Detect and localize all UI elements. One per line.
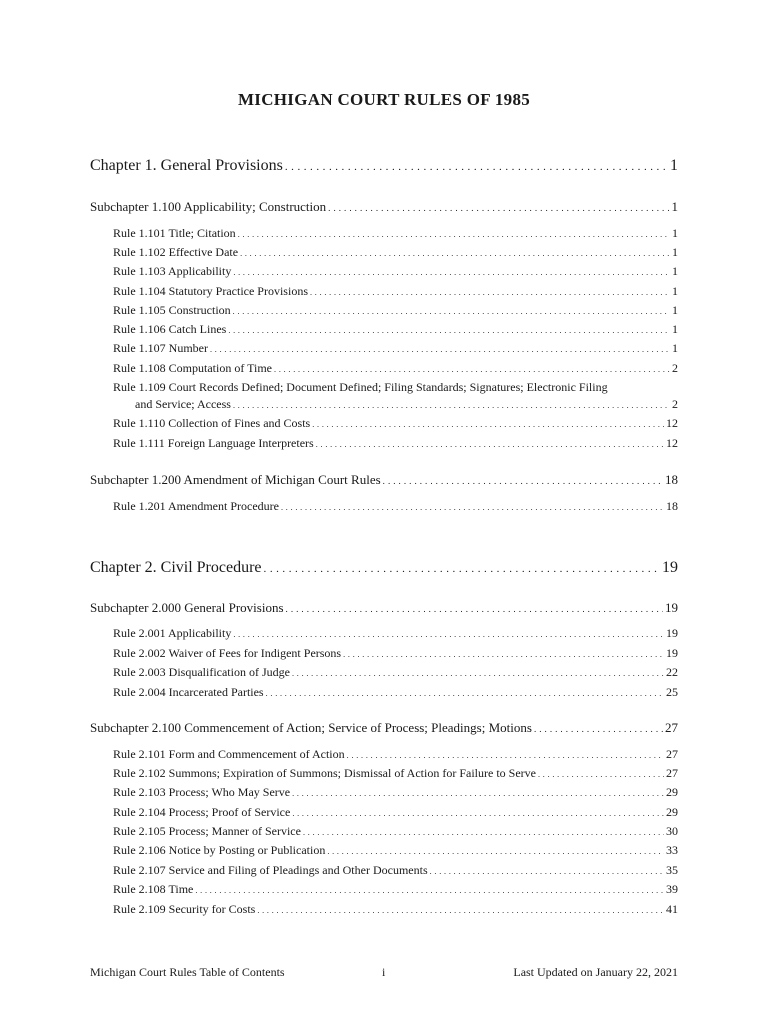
toc-rule[interactable]: [113, 785, 678, 800]
toc-label: Rule 1.106 Catch Lines: [113, 322, 227, 336]
toc-page-number: 29: [666, 785, 678, 799]
toc-page-number: 1: [672, 341, 678, 355]
dot-leader: [240, 249, 670, 258]
toc-rule[interactable]: [113, 361, 678, 376]
toc-rule[interactable]: [113, 436, 678, 451]
toc-label: Rule 1.110 Collection of Fines and Costs: [113, 416, 311, 430]
toc-label: Subchapter 2.100 Commencement of Action; Service of Process; Pleadings; Motions: [90, 720, 532, 735]
toc-page-number: 25: [666, 685, 678, 699]
toc-label: Rule 2.107 Service and Filing of Pleadings and Other Documents: [113, 863, 428, 877]
dot-leader: [343, 650, 664, 659]
toc-page-number: 2: [672, 397, 678, 411]
dot-leader: [264, 563, 660, 575]
dot-leader: [257, 906, 664, 915]
toc-label: Chapter 2. Civil Procedure: [90, 559, 262, 576]
toc-page-number: 1: [670, 157, 678, 174]
toc-label: Rule 1.201 Amendment Procedure: [113, 499, 279, 513]
toc-rule[interactable]: [113, 626, 678, 641]
toc-rule[interactable]: [113, 824, 678, 839]
toc-page-number: 19: [665, 600, 678, 615]
toc-rule[interactable]: [113, 245, 678, 260]
dot-leader: [233, 401, 670, 410]
toc-rule-line1[interactable]: [113, 380, 678, 395]
dot-leader: [310, 288, 670, 297]
toc-rule[interactable]: [113, 284, 678, 299]
toc-rule[interactable]: [113, 863, 678, 878]
toc-rule[interactable]: [113, 665, 678, 680]
toc-page-number: 27: [666, 747, 678, 761]
toc-label: Rule 2.108 Time: [113, 882, 194, 896]
toc-label: Rule 2.101 Form and Commencement of Action: [113, 747, 345, 761]
toc-chapter-1[interactable]: [90, 157, 678, 175]
toc-page-number: 19: [666, 646, 678, 660]
toc-label: Subchapter 1.200 Amendment of Michigan Court Rules: [90, 472, 381, 487]
toc-label: Rule 1.104 Statutory Practice Provisions: [113, 284, 308, 298]
toc-page-number: 22: [666, 665, 678, 679]
dot-leader: [233, 630, 664, 639]
toc-page-number: 2: [672, 361, 678, 375]
toc-label: Rule 2.001 Applicability: [113, 626, 232, 640]
toc-page-number: 1: [672, 245, 678, 259]
toc-label: Rule 1.102 Effective Date: [113, 245, 239, 259]
toc-rule-line2[interactable]: [135, 397, 678, 412]
toc-rule[interactable]: [113, 499, 678, 514]
dot-leader: [312, 420, 664, 429]
dot-leader: [228, 326, 670, 335]
toc-label: Rule 2.103 Process; Who May Serve: [113, 785, 291, 799]
dot-leader: [347, 751, 664, 760]
page-footer: [90, 965, 678, 980]
toc-label: Rule 2.003 Disqualification of Judge: [113, 665, 290, 679]
footer-left-text: Michigan Court Rules Table of Contents: [90, 965, 285, 979]
toc-rule[interactable]: [113, 646, 678, 661]
dot-leader: [328, 203, 669, 213]
dot-leader: [292, 809, 664, 818]
toc-rule[interactable]: [113, 902, 678, 917]
dot-leader: [292, 669, 664, 678]
toc-label: Rule 2.109 Security for Costs: [113, 902, 256, 916]
toc-page-number: 27: [665, 720, 678, 735]
dot-leader: [210, 345, 670, 354]
toc-label: Rule 1.103 Applicability: [113, 264, 232, 278]
toc-rule[interactable]: [113, 882, 678, 897]
toc-label: Chapter 1. General Provisions: [90, 157, 283, 174]
toc-subchapter-2-000[interactable]: [90, 600, 678, 616]
dot-leader: [316, 440, 664, 449]
dot-leader: [292, 789, 664, 798]
toc-label: Rule 2.004 Incarcerated Parties: [113, 685, 264, 699]
page-title: MICHIGAN COURT RULES OF 1985: [237, 90, 531, 109]
toc-label: Rule 1.108 Computation of Time: [113, 361, 273, 375]
dot-leader: [327, 847, 664, 856]
toc-label: Rule 1.101 Title; Citation: [113, 226, 236, 240]
dot-leader: [274, 365, 670, 374]
toc-page-number: 12: [666, 416, 678, 430]
toc-rule[interactable]: [113, 341, 678, 356]
toc-page-number: 1: [672, 226, 678, 240]
toc-rule[interactable]: [113, 747, 678, 762]
toc-page-number: 1: [672, 322, 678, 336]
dot-leader: [303, 828, 664, 837]
dot-leader: [430, 867, 664, 876]
toc-rule[interactable]: [113, 303, 678, 318]
toc-rule[interactable]: [113, 685, 678, 700]
toc-rule[interactable]: [113, 264, 678, 279]
toc-label: Subchapter 1.100 Applicability; Construction: [90, 199, 327, 214]
toc-page-number: 19: [666, 626, 678, 640]
toc-page-number: 19: [662, 559, 678, 576]
toc-chapter-2[interactable]: [90, 559, 678, 577]
dot-leader: [195, 886, 664, 895]
toc-page-number: 1: [672, 264, 678, 278]
dot-leader: [383, 476, 663, 486]
dot-leader: [233, 307, 670, 316]
dot-leader: [286, 604, 663, 614]
toc-page-number: 33: [666, 843, 678, 857]
dot-leader: [233, 268, 670, 277]
toc-rule[interactable]: [113, 766, 678, 781]
toc-subchapter-1-100[interactable]: [90, 199, 678, 215]
toc-rule[interactable]: [113, 226, 678, 241]
toc-page-number: 41: [666, 902, 678, 916]
toc-page-number: 35: [666, 863, 678, 877]
dot-leader: [538, 770, 664, 779]
toc-page-number: 30: [666, 824, 678, 838]
toc-rule[interactable]: [113, 416, 678, 431]
toc-label: Rule 1.109 Court Records Defined; Document Defined; Filing Standards; Signatures; Electronic Filing: [113, 380, 608, 394]
toc-page-number: 12: [666, 436, 678, 450]
toc-page-number: 18: [665, 472, 678, 487]
toc-label: and Service; Access: [135, 397, 231, 411]
toc-page-number: 1: [671, 199, 678, 214]
toc-subchapter-2-100[interactable]: [90, 720, 678, 736]
toc-page-number: 1: [672, 303, 678, 317]
footer-page-number: i: [382, 965, 386, 979]
toc-label: Rule 1.111 Foreign Language Interpreters: [113, 436, 314, 450]
toc-rule[interactable]: [113, 322, 678, 337]
toc-label: Rule 2.105 Process; Manner of Service: [113, 824, 301, 838]
toc-label: Rule 2.102 Summons; Expiration of Summons; Dismissal of Action for Failure to Serve: [113, 766, 536, 780]
toc-label: Rule 2.002 Waiver of Fees for Indigent Persons: [113, 646, 342, 660]
toc-rule[interactable]: [113, 805, 678, 820]
toc-page-number: 27: [666, 766, 678, 780]
footer-updated-date: Last Updated on January 22, 2021: [513, 965, 678, 979]
toc-page-number: 39: [666, 882, 678, 896]
dot-leader: [285, 161, 668, 173]
toc-label: Subchapter 2.000 General Provisions: [90, 600, 284, 615]
dot-leader: [281, 503, 664, 512]
toc-page-number: 18: [666, 499, 678, 513]
toc-subchapter-1-200[interactable]: [90, 472, 678, 488]
toc-label: Rule 1.105 Construction: [113, 303, 231, 317]
toc-page-number: 1: [672, 284, 678, 298]
dot-leader: [238, 230, 670, 239]
toc-label: Rule 1.107 Number: [113, 341, 208, 355]
toc-label: Rule 2.106 Notice by Posting or Publication: [113, 843, 326, 857]
toc-rule[interactable]: [113, 843, 678, 858]
dot-leader: [266, 689, 664, 698]
dot-leader: [534, 724, 663, 734]
toc-page-number: 29: [666, 805, 678, 819]
toc-label: Rule 2.104 Process; Proof of Service: [113, 805, 291, 819]
